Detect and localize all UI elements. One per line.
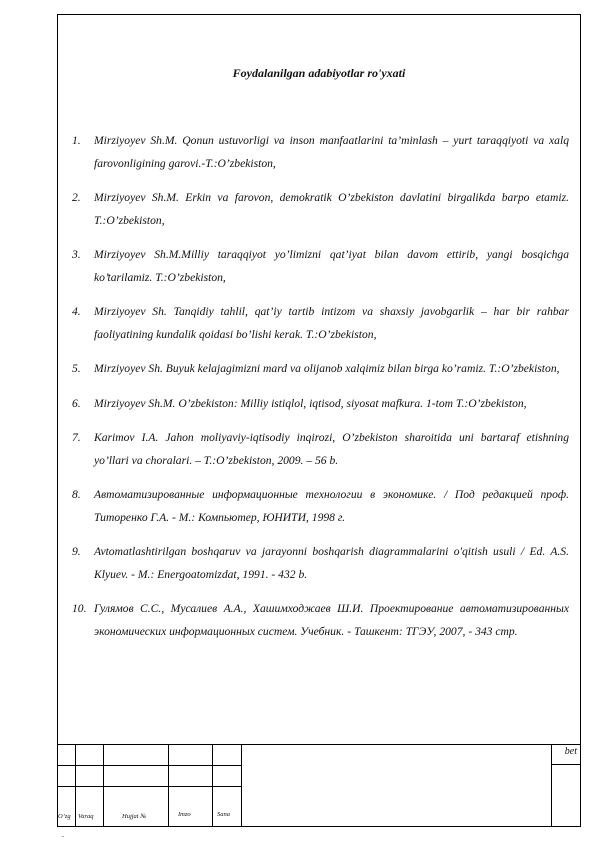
reference-text: Mirziyoyev Sh. Tanqidiy tahlil, qat’iy tartib intizom va shaxsiy javobgarlik – har bir rahbar faoliyatining kundalik qoidasi bo’lishi kerak. T.:O’zbekiston, — [94, 305, 569, 341]
reference-item — [72, 427, 569, 472]
reference-number: 6. — [72, 396, 81, 410]
reference-number: 9. — [72, 545, 81, 558]
reference-item — [72, 130, 569, 175]
reference-text: Гулямов С.С., Мусалиев А.А., Хашимходжаев Ш.И. Проектирование автоматизированных экономических информационных систем. Учебник. - Ташкент: ТГЭУ, 2007, - 343 стр. — [94, 602, 569, 638]
reference-item — [72, 187, 569, 232]
stamp-col-line — [75, 744, 76, 827]
stamp-label-sana: Sana — [217, 811, 230, 818]
reference-item — [72, 484, 569, 529]
stamp-label-hujjat: Hujjat № — [122, 813, 147, 820]
stamp-top-line — [57, 744, 581, 745]
reference-number: 5. — [72, 362, 81, 375]
stamp-label-imzo: Imzo — [178, 811, 191, 818]
reference-text: Mirziyoyev Sh.M. Qonun ustuvorligi va inson manfaatlarini ta’minlash – yurt taraqqiyoti va xalq farovonligining garovi.-T.:O’zbekiston, — [94, 134, 569, 170]
reference-number: 7. — [72, 431, 81, 444]
reference-list — [72, 130, 569, 655]
reference-text: Avtomatlashtirilgan boshqaruv va jarayonni boshqarish diagrammalarini o'qitish usuli / Ed. A.S. Klyuev. - M.: Energoatomizdat, 1991. - 432 b. — [94, 545, 569, 581]
reference-text: Mirziyoyev Sh.M. O’zbekiston: Milliy istiqlol, iqtisod, siyosat mafkura. 1-tom T.:O’zbekiston, — [94, 396, 527, 410]
reference-text: Mirziyoyev Sh.M. Erkin va farovon, demokratik O’zbekiston davlatini birgalikda barpo etamiz. T.:O’zbekiston, — [94, 191, 569, 227]
reference-item — [72, 541, 569, 586]
stamp-row-line — [57, 786, 242, 787]
stamp-label-ozg: O’zg — [58, 813, 71, 820]
reference-number: 8. — [72, 488, 81, 501]
reference-item — [72, 598, 569, 643]
reference-item — [72, 358, 569, 381]
stamp-col-line — [551, 744, 552, 827]
stamp-col-line — [103, 744, 104, 827]
reference-text: Karimov I.A. Jahon moliyaviy-iqtisodiy inqirozi, O’zbekiston sharoitida uni bartaraf etishning yo’llari va choralari. – T.:O’zbekiston, 2009. – 56 b. — [94, 431, 569, 467]
reference-number: 3. — [72, 248, 81, 261]
stamp-col-line — [212, 744, 213, 827]
stamp-bet-line — [551, 764, 581, 765]
stamp-col-line — [168, 744, 169, 827]
reference-text: Mirziyoyev Sh.M.Milliy taraqqiyot yo’limizni qat’iyat bilan davom ettirib, yangi bosqichga ko’tarilamiz. T.:O’zbekiston, — [94, 248, 569, 284]
stamp-label-bet: bet — [564, 746, 577, 757]
reference-number: 4. — [72, 305, 81, 318]
reference-text: Mirziyoyev Sh. Buyuk kelajagimizni mard va olijanob xalqimiz bilan birga ko’ramiz. T.:O’zbekiston, — [94, 362, 560, 375]
reference-number: 2. — [72, 191, 81, 204]
reference-item — [72, 393, 569, 416]
reference-number: 1. — [72, 134, 81, 147]
page-title: Foydalanilgan adabiyotlar ro'yxati — [232, 66, 406, 80]
stamp-label-varaq: Varaq — [78, 813, 94, 820]
title-block-stamp — [57, 744, 581, 827]
stamp-row-line — [57, 765, 242, 766]
corner-dot: . — [62, 830, 64, 839]
stamp-col-line — [241, 744, 242, 827]
reference-number: 10. — [72, 602, 87, 615]
reference-item — [72, 301, 569, 346]
reference-text: Автоматизированные информационные технологии в экономике. / Под редакцией проф. Титоренко Г.А. - М.: Компьютер, ЮНИТИ, 1998 г. — [94, 488, 569, 524]
reference-item — [72, 244, 569, 289]
